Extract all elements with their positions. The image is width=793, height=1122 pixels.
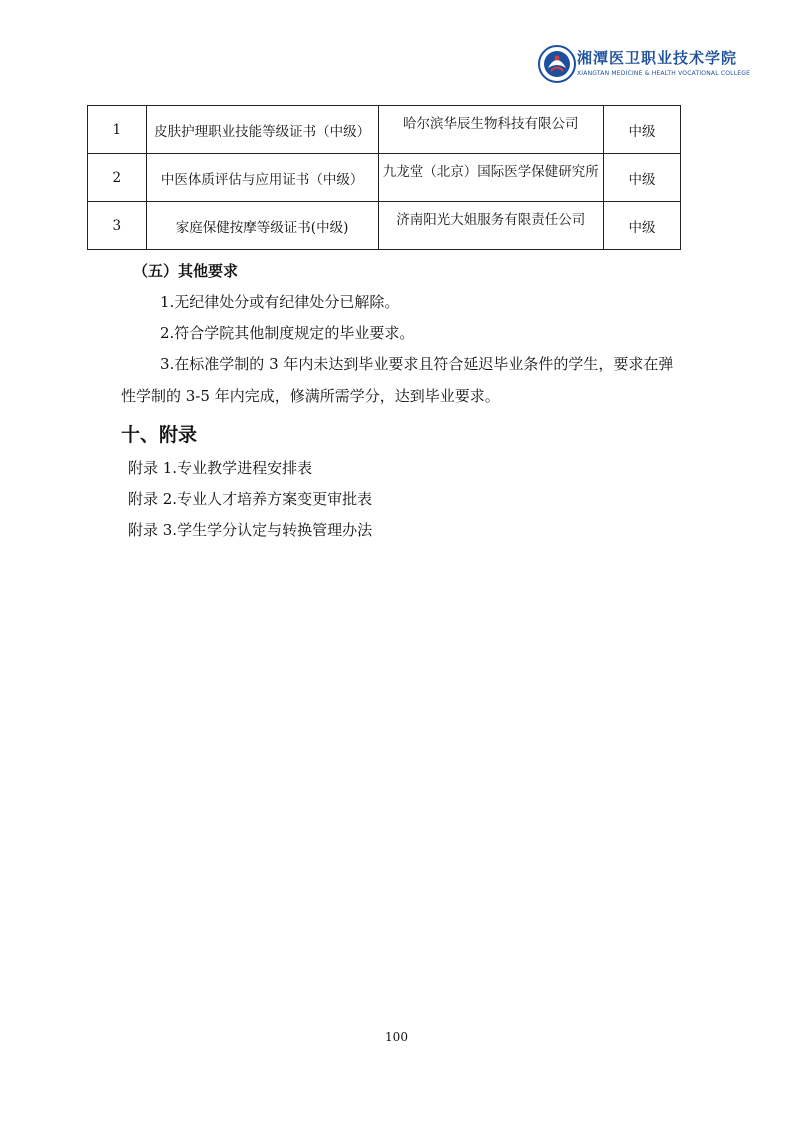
page-number: 100: [385, 1030, 408, 1044]
logo-name-cn: 湘潭医卫职业技术学院: [577, 49, 738, 67]
cell-certificate-name: 家庭保健按摩等级证书(中级): [146, 202, 378, 250]
requirement-item-3-line-2: 性学制的 3-5 年内完成，修满所需学分，达到毕业要求。: [121, 387, 500, 405]
table-row: [88, 106, 681, 154]
logo-name-en: XIANGTAN MEDICINE & HEALTH VOCATIONAL COLLEGE: [577, 70, 751, 77]
requirement-item-2: 2.符合学院其他制度规定的毕业要求。: [160, 324, 415, 342]
cell-level: 中级: [603, 202, 680, 250]
requirement-item-1: 1.无纪律处分或有纪律处分已解除。: [160, 293, 400, 311]
cell-issuer: 济南阳光大姐服务有限责任公司: [378, 202, 603, 250]
cell-no: 1: [88, 106, 147, 154]
cell-no: 2: [88, 154, 147, 202]
requirement-item-3-line-1: 3.在标准学制的 3 年内未达到毕业要求且符合延迟毕业条件的学生，要求在弹: [160, 355, 674, 373]
college-logo-text: [577, 47, 750, 77]
certificate-table: [87, 105, 681, 250]
table-row: [88, 154, 681, 202]
appendix-heading: 十、附录: [121, 424, 198, 446]
cell-level: 中级: [603, 106, 680, 154]
appendix-item-1: 附录 1.专业教学进程安排表: [128, 459, 313, 477]
appendix-item-2: 附录 2.专业人才培养方案变更审批表: [128, 490, 373, 508]
appendix-item-3: 附录 3.学生学分认定与转换管理办法: [128, 521, 373, 539]
section-other-requirements-heading: （五）其他要求: [133, 262, 239, 280]
cell-issuer: 九龙堂（北京）国际医学保健研究所: [378, 154, 603, 202]
cell-level: 中级: [603, 154, 680, 202]
cell-certificate-name: 皮肤护理职业技能等级证书（中级）: [146, 106, 378, 154]
cell-certificate-name: 中医体质评估与应用证书（中级）: [146, 154, 378, 202]
cell-issuer: 哈尔滨华辰生物科技有限公司: [378, 106, 603, 154]
table-row: [88, 202, 681, 250]
cell-no: 3: [88, 202, 147, 250]
